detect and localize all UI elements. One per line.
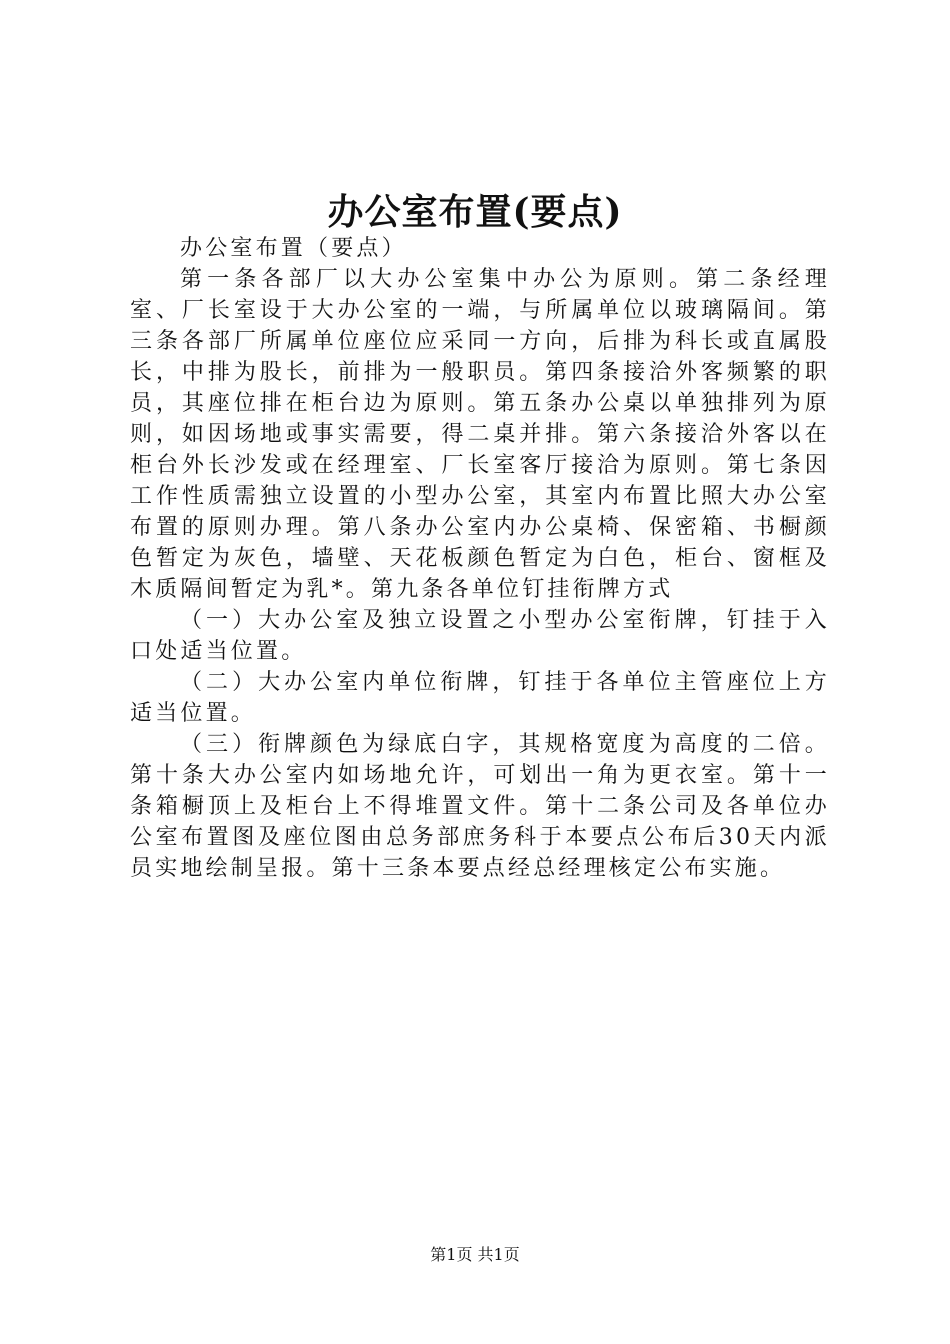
document-title: 办公室布置(要点) xyxy=(327,191,623,233)
document-body xyxy=(130,233,830,884)
body-paragraph: （一）大办公室及独立设置之小型办公室衔牌，钉挂于入口处适当位置。 xyxy=(130,608,830,664)
subtitle-paragraph: 办公室布置（要点） xyxy=(180,236,407,261)
page-footer: 第1页 共1页 xyxy=(430,1245,520,1264)
body-paragraph: （三）衔牌颜色为绿底白字，其规格宽度为高度的二倍。第十条大办公室内如场地允许，可划出一角为更衣室。第十一条箱橱顶上及柜台上不得堆置文件。第十二条公司及各单位办公室布置图及座位图由总务部庶务科于本要点公布后30天内派员实地绘制呈报。第十三条本要点经总经理核定公布实施。 xyxy=(130,732,830,881)
body-paragraph: 第一条各部厂以大办公室集中办公为原则。第二条经理室、厂长室设于大办公室的一端，与所属单位以玻璃隔间。第三条各部厂所属单位座位应采同一方向，后排为科长或直属股长，中排为股长，前排为一般职员。第四条接洽外客频繁的职员，其座位排在柜台边为原则。第五条办公桌以单独排列为原则，如因场地或事实需要，得二桌并排。第六条接洽外客以在柜台外长沙发或在经理室、厂长室客厅接洽为原则。第七条因工作性质需独立设置的小型办公室，其室内布置比照大办公室布置的原则办理。第八条办公室内办公桌椅、保密箱、书橱颜色暂定为灰色，墙壁、天花板颜色暂定为白色，柜台、窗框及木质隔间暂定为乳*。第九条各单位钉挂衔牌方式 xyxy=(130,267,830,602)
body-paragraph: （二）大办公室内单位衔牌，钉挂于各单位主管座位上方适当位置。 xyxy=(130,670,830,726)
